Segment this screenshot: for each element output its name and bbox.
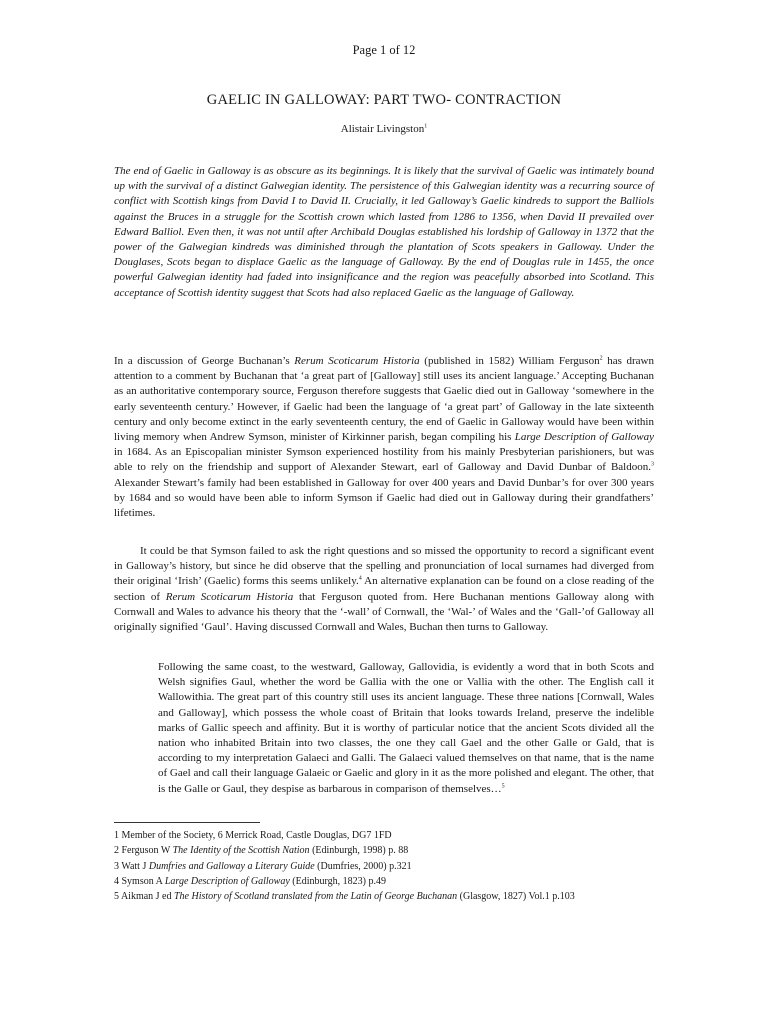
page-number: Page 1 of 12 xyxy=(352,43,416,57)
footnote-marker: 3 xyxy=(651,461,654,468)
footnote-marker: 1 xyxy=(424,123,428,130)
footnote-text: (Edinburgh, 1823) p.49 xyxy=(289,875,386,887)
footnote-separator xyxy=(114,822,260,823)
footnote-marker: 4 xyxy=(358,575,362,582)
text-run: In a discussion of George Buchanan’s xyxy=(114,355,295,367)
author-name: Alistair Livingston xyxy=(340,123,425,135)
footnote-text: 5 Aikman J ed xyxy=(114,891,174,903)
text-run: Alexander Stewart’s family had been established in Galloway for over 400 years and David Dunbar’s for over 300 years by 1684 and so would have been able to inform Symson if Gaelic had died out in Galloway during their grandfathers’ lifetimes. xyxy=(114,476,654,520)
footnote-text: (Edinburgh, 1998) p. 88 xyxy=(309,845,409,857)
text-run: It could be that Symson failed to ask the right questions and so missed the opportunity to record a significant event in Galloway’s history, but since he did observe that the spelling and pronunciation of local surnames had diverged from their original ‘Irish’ (Gaelic) forms this seems unlikely. xyxy=(114,545,654,588)
footnote-text: 3 Watt J xyxy=(114,860,149,872)
abstract: The end of Gaelic in Galloway is as obscure as its beginnings. It is likely that the survival of Gaelic was intimately bound up with the survival of a distinct Galwegian identity. The persistence of this Galwegian identity was a recurring source of conflict with Scottish kings from David I to David II. Crucially, it led Galloway’s Gaelic kindreds to support the Balliols against the Bruces in a struggle for the Scottish crown which lasted from 1286 to 1356, when David II prevailed over Edward Balliol. Even then, it was not until after Archibald Douglas established his lordship of Galloway in 1372 that the power of the Galwegian kindreds was diminished through the plantation of Scots speakers in Galloway. Under the Douglases, Scots began to displace Gaelic as the language of Galloway. By the end of Douglas rule in 1455, the once powerful Galwegian identity had faded into insignificance and the region was peacefully absorbed into Scotland. This acceptance of Scottish identity suggest that Scots had also replaced Gaelic as the language of Galloway. xyxy=(114,165,654,299)
footnote-text: (Glasgow, 1827) Vol.1 p.103 xyxy=(457,891,575,903)
work-title: Rerum Scoticarum Historia xyxy=(165,590,294,603)
footnote-list xyxy=(114,828,674,904)
footnote xyxy=(114,828,674,843)
text-run: has drawn attention to a comment by Buchanan that ‘a great part of [Galloway] still uses its ancient language.’ Accepting Buchanan as an authoritative contemporary source, Ferguson therefore suggests that Gaelic died out in Galloway ‘somewhere in the early seventeenth century.’ However, if Gaelic had been the language of ‘a great part’ of Galloway in the late sixteenth century and only become extinct in the early seventeenth century, the end of Gaelic in Galloway would have been within living memory when Andrew Symson, minister of Kirkinner parish, began compiling his xyxy=(114,355,654,444)
work-title: Rerum Scoticarum Historia xyxy=(294,355,420,367)
quote-text: Following the same coast, to the westward, Galloway, Gallovidia, is evidently a word that in both Scots and Welsh signifies Gaul, whether the word be Gallia with the one or Vallia with the other. The English call it Wallowithia. The great part of this country still uses its ancient language. These three nations [Cornwall, Wales and Galloway], which possess the whole coast of Britain that looks towards Ireland, preserve the indelible marks of Gallic speech and affinity. But it is worthy of particular notice that the ancient Scots divided all the nation who inhabited Britain into two classes, the one they call Gael and the other Galle or Gald, that is according to my interpretation Galaeci and Galli. The Galaeci valued themselves on that name, that is the name of Gael and call their language Galaeic or Gaelic and glory in it as the more polished and elegant. The other, that is the Galle or Gaul, they despise as barbarous in comparison of themselves… xyxy=(158,661,654,795)
footnote xyxy=(114,859,674,874)
footnote xyxy=(114,843,674,858)
footnote-marker: 5 xyxy=(501,782,505,789)
work-title: Large Description of Galloway xyxy=(514,431,654,444)
block-quote xyxy=(158,660,654,797)
footnote-text: 1 Member of the Society, 6 Merrick Road, Castle Douglas, DG7 1FD xyxy=(114,830,392,841)
footnote-text: 4 Symson A xyxy=(114,875,165,887)
footnote-work: The Identity of the Scottish Nation xyxy=(172,845,310,857)
footnote-work: Dumfries and Galloway a Literary Guide xyxy=(148,860,315,872)
footnote-work: The History of Scotland translated from the Latin of George Buchanan xyxy=(174,891,458,903)
author-line xyxy=(0,123,768,135)
text-run: in 1684. As an Episcopalian minister Symson experienced hostility from his mainly Presbyterian parishioners, but was able to rely on the friendship and support of Alexander Stewart, earl of Galloway and David Dunbar of Baldoon. xyxy=(114,446,654,474)
text-run: (published in 1582) William Ferguson xyxy=(419,355,600,367)
body-paragraph xyxy=(114,354,654,521)
footnote-work: Large Description of Galloway xyxy=(164,875,290,887)
document-title: GAELIC IN GALLOWAY: PART TWO- CONTRACTION xyxy=(206,92,562,108)
footnote xyxy=(114,874,674,889)
footnote-text: (Dumfries, 2000) p.321 xyxy=(314,860,412,872)
text-run: An alternative explanation can be found on a close reading of the section of xyxy=(114,575,654,603)
text-run: that Ferguson quoted from. Here Buchanan mentions Galloway along with Cornwall and Wales to advance his theory that the ‘-wall’ of Cornwall, the ‘Wal-’ of Wales and the ‘Gall-’of Galloway all originally signified ‘Gaul’. Having discussed Cornwall and Wales, Buchan then turns to Galloway. xyxy=(114,590,655,634)
footnote xyxy=(114,889,674,904)
footnote-marker: 2 xyxy=(599,355,603,362)
footnote-text: 2 Ferguson W xyxy=(114,845,173,857)
body-paragraph xyxy=(114,544,654,635)
